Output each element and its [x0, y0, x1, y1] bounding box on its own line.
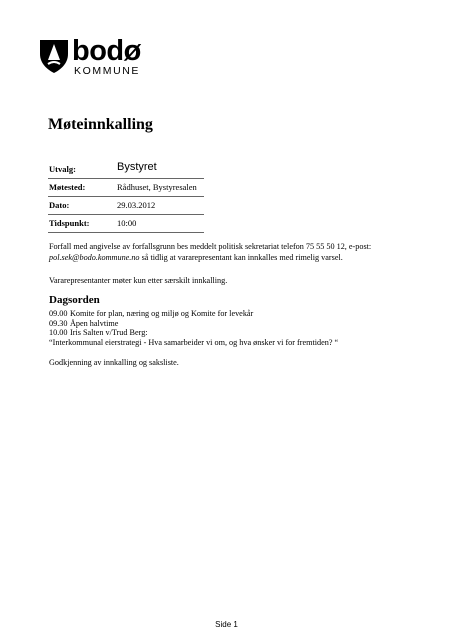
- agenda-item: [49, 309, 338, 319]
- agenda-list: [49, 309, 338, 368]
- agenda-time: 09.30: [49, 318, 68, 328]
- agenda-text: Åpen halvtime: [70, 318, 119, 328]
- page-number: Side 1: [215, 620, 238, 629]
- shield-crest-icon: [38, 38, 70, 74]
- meta-value: Rådhuset, Bystyresalen: [117, 182, 197, 192]
- page-title: Møteinnkalling: [48, 116, 153, 133]
- notice-text: Forfall med angivelse av forfallsgrunn bes meddelt politisk sekretariat telefon 75 55 50 12, e-post:: [49, 242, 372, 251]
- meta-label: Møtested:: [49, 182, 86, 192]
- notice-text: så tidlig at vararepresentant kan innkalles med rimelig varsel.: [139, 252, 343, 262]
- divider: [48, 232, 204, 233]
- agenda-text: Komite for plan, næring og miljø og Komite for levekår: [70, 309, 254, 318]
- agenda-item: [49, 328, 338, 338]
- logo-subtitle: KOMMUNE: [74, 65, 141, 77]
- agenda-time: 09.00: [49, 309, 68, 318]
- bodo-kommune-logo: [38, 35, 168, 78]
- divider: [48, 178, 204, 179]
- divider: [48, 196, 204, 197]
- meta-label: Dato:: [49, 200, 70, 210]
- agenda-time: 10.00: [49, 328, 68, 338]
- absence-notice: [49, 242, 429, 263]
- agenda-approval: Godkjenning av innkalling og saksliste.: [49, 358, 179, 368]
- email-link[interactable]: pol.sek@bodo.kommune.no: [49, 252, 140, 262]
- meta-label: Tidspunkt:: [49, 218, 90, 228]
- agenda-quote: “Interkommunal eierstrategi - Hva samarbeider vi om, og hva ønsker vi for fremtiden? “: [49, 337, 339, 347]
- meta-value: Bystyret: [117, 161, 157, 173]
- divider: [48, 214, 204, 215]
- logo-wordmark: bodø: [72, 35, 141, 67]
- agenda-heading: Dagsorden: [49, 294, 100, 306]
- meta-value: 10:00: [117, 218, 137, 228]
- substitute-notice: Vararepresentanter møter kun etter særskilt innkalling.: [49, 276, 228, 285]
- agenda-item: [49, 319, 338, 329]
- agenda-text: Iris Salten v/Trud Berg:: [70, 328, 148, 338]
- spacer: [49, 347, 338, 358]
- meta-value: 29.03.2012: [117, 200, 156, 210]
- meta-label: Utvalg:: [49, 164, 76, 174]
